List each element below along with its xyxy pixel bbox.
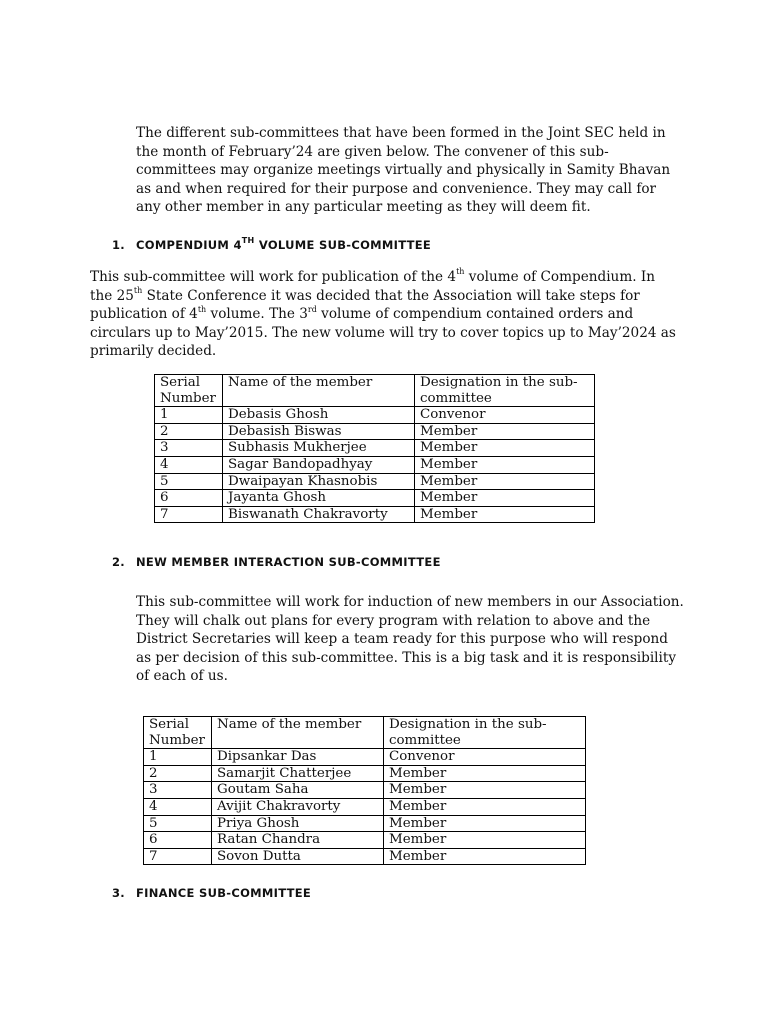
section-number: 2. [112,555,125,569]
table-cell: Jayanta Ghosh [223,490,415,507]
compendium-members-table [154,374,595,523]
table-cell: Member [415,423,595,440]
table-row [144,798,586,815]
table-cell: Member [415,473,595,490]
table-row [144,782,586,799]
text-part: This sub-committee will work for publication of the 4 [90,269,457,285]
header-cell: Name of the member [212,717,384,749]
superscript: th [456,267,465,277]
table-cell: Goutam Saha [212,782,384,799]
table-cell: 1 [155,407,223,424]
text-part: volume of Compendium. In the 25 [90,269,655,304]
table-cell: Priya Ghosh [212,815,384,832]
header-cell: Designation in the sub-committee [384,717,586,749]
table-cell: Debasish Biswas [223,423,415,440]
section-heading-finance [112,886,311,900]
table-row [155,473,595,490]
table-cell: Member [384,815,586,832]
header-cell: Serial Number [144,717,212,749]
table-cell: 5 [144,815,212,832]
intro-paragraph: The different sub-committees that have been formed in the Joint SEC held in the month of February’24 are given below. The convener of this sub-committees may organize meetings virtually and physically in Samity Bhavan as and when required for their purpose and convenience. They may call for any other member in any particular meeting as they will deem fit. [136,125,671,216]
text-part: volume. The 3 [206,306,308,323]
table-cell: Avijit Chakravorty [212,798,384,815]
table-row [155,490,595,507]
table-cell: Member [384,832,586,849]
section-title: FINANCE SUB-COMMITTEE [136,886,312,900]
table-cell: Member [384,765,586,782]
superscript: TH [241,236,255,246]
table-row [155,506,595,523]
section-heading-new-member [112,555,441,569]
table-cell: 3 [144,782,212,799]
table-cell: 3 [155,440,223,457]
table-cell: Sovon Dutta [212,848,384,865]
table-row [144,848,586,865]
section-title: NEW MEMBER INTERACTION SUB-COMMITTEE [136,555,441,569]
table-row [144,749,586,766]
table-row [155,440,595,457]
table-row [155,456,595,473]
table-row [144,832,586,849]
table-row [144,815,586,832]
table-cell: Subhasis Mukherjee [223,440,415,457]
header-cell: Designation in the sub-committee [415,375,595,407]
table-cell: 2 [155,423,223,440]
table-cell: Member [415,506,595,523]
table-cell: 2 [144,765,212,782]
text-part: volume of compendium contained orders and circulars up to May’2015. The new volume will try to cover topics up to May’2024 as primarily decided. [90,306,676,360]
section-title-part: VOLUME SUB-COMMITTEE [254,238,432,252]
table-cell: 6 [144,832,212,849]
table-cell: Member [384,848,586,865]
table-cell: 7 [155,506,223,523]
superscript: rd [307,304,317,314]
text-part: State Conference it was decided that the Association will take steps for publication of 4 [90,287,640,323]
table-cell: 1 [144,749,212,766]
table-cell: 7 [144,848,212,865]
table-row [155,407,595,424]
header-cell: Serial Number [155,375,223,407]
superscript: th [197,304,207,314]
table-header-row [144,717,586,749]
compendium-paragraph [90,268,680,361]
table-cell: 5 [155,473,223,490]
table-cell: Member [415,440,595,457]
section-number: 3. [112,886,125,900]
table-header-row [155,375,595,407]
table-cell: Ratan Chandra [212,832,384,849]
new-member-paragraph: This sub-committee will work for induction of new members in our Association. They will chalk out plans for every program with relation to above and the District Secretaries will keep a team ready for this purpose who will respond as per decision of this sub-committee. This is a big task and it is responsibility of each of us. [136,594,684,685]
table-cell: Dipsankar Das [212,749,384,766]
table-row [144,765,586,782]
table-cell: Sagar Bandopadhyay [223,456,415,473]
table-cell: Biswanath Chakravorty [223,506,415,523]
table-cell: Samarjit Chatterjee [212,765,384,782]
table-cell: Member [415,490,595,507]
table-row [155,423,595,440]
header-cell: Name of the member [223,375,415,407]
table-cell: Member [384,798,586,815]
new-member-table [143,716,586,865]
table-cell: 4 [144,798,212,815]
table-cell: Member [415,456,595,473]
section-heading-compendium [112,238,431,252]
table-cell: Debasis Ghosh [223,407,415,424]
table-cell: 6 [155,490,223,507]
table-cell: Convenor [415,407,595,424]
section-number: 1. [112,238,125,252]
section-title-part: COMPENDIUM 4 [136,238,242,252]
superscript: th [133,286,143,296]
table-cell: 4 [155,456,223,473]
table-cell: Member [384,782,586,799]
table-cell: Dwaipayan Khasnobis [223,473,415,490]
table-cell: Convenor [384,749,586,766]
